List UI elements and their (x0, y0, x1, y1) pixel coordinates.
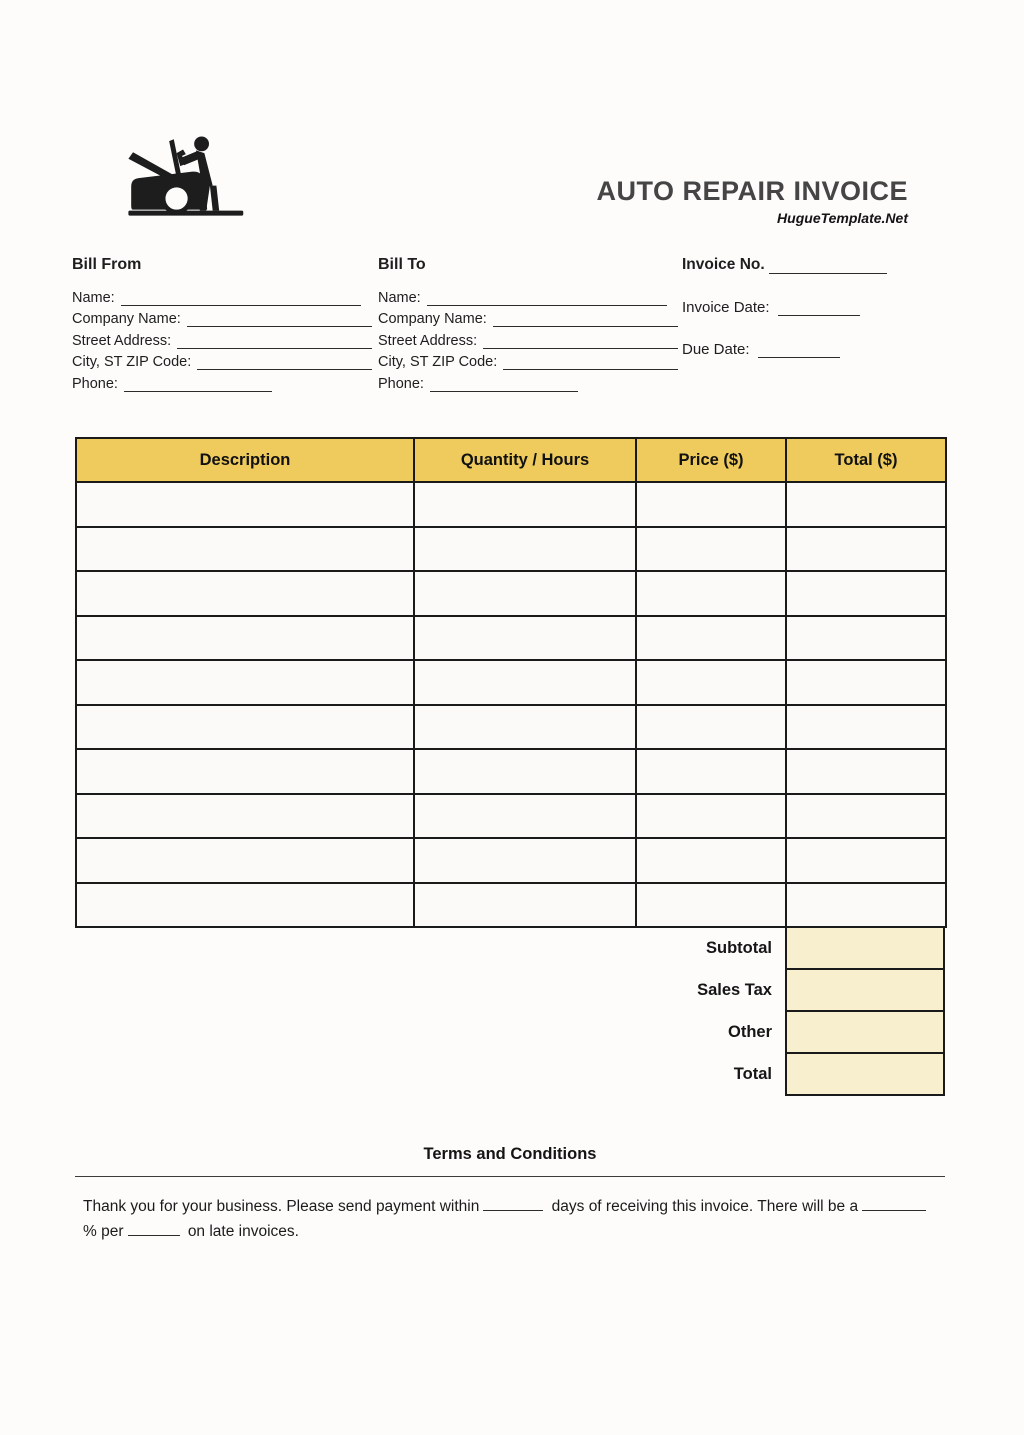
page-title: AUTO REPAIR INVOICE (596, 176, 908, 206)
table-cell[interactable] (636, 482, 786, 527)
bill-from-phone-row (72, 370, 372, 392)
terms-part: % per (83, 1223, 124, 1240)
table-row (76, 883, 946, 928)
due-date-label: Due Date: (682, 341, 750, 358)
phone-line[interactable] (124, 376, 272, 392)
days-blank-line[interactable] (483, 1198, 543, 1211)
company-name-line[interactable] (187, 311, 372, 327)
table-row (76, 616, 946, 661)
table-cell[interactable] (786, 527, 946, 572)
table-cell[interactable] (414, 571, 636, 616)
table-cell[interactable] (786, 482, 946, 527)
street-address-line[interactable] (177, 333, 372, 349)
other-label: Other (727, 1022, 772, 1041)
bill-from-street-row (72, 327, 372, 349)
table-row (76, 749, 946, 794)
table-cell[interactable] (636, 705, 786, 750)
table-cell[interactable] (414, 838, 636, 883)
field-label: Company Name: (378, 311, 487, 327)
bill-from-section (72, 256, 372, 392)
invoice-date-row (682, 299, 912, 316)
table-cell[interactable] (76, 571, 414, 616)
table-cell[interactable] (76, 838, 414, 883)
name-line[interactable] (427, 290, 667, 306)
table-cell[interactable] (76, 660, 414, 705)
field-label: City, ST ZIP Code: (378, 354, 498, 370)
invoice-number-line[interactable] (769, 260, 887, 274)
field-label: Street Address: (378, 332, 478, 349)
invoice-number-row (682, 256, 912, 274)
bill-to-phone-row (378, 370, 678, 392)
column-header-total: Total ($) (786, 438, 946, 482)
table-cell[interactable] (76, 527, 414, 572)
field-label: Company Name: (72, 311, 181, 327)
city-zip-line[interactable] (503, 354, 678, 370)
table-row (76, 527, 946, 572)
terms-part: will be a (802, 1198, 859, 1215)
street-address-line[interactable] (483, 333, 678, 349)
invoice-table-body (76, 482, 946, 927)
table-row (76, 838, 946, 883)
table-cell[interactable] (786, 838, 946, 883)
sales-tax-value-box[interactable] (785, 968, 945, 1012)
table-cell[interactable] (414, 749, 636, 794)
invoice-date-label: Invoice Date: (682, 299, 770, 316)
due-date-row (682, 341, 912, 358)
terms-section (75, 1145, 945, 1244)
subtotal-value-box[interactable] (785, 926, 945, 970)
table-cell[interactable] (76, 794, 414, 839)
bill-from-city-row (72, 349, 372, 371)
field-label: Name: (72, 289, 115, 306)
table-cell[interactable] (414, 660, 636, 705)
table-cell[interactable] (414, 527, 636, 572)
table-cell[interactable] (414, 883, 636, 928)
invoice-date-line[interactable] (778, 302, 860, 316)
table-cell[interactable] (414, 794, 636, 839)
percent-blank-line[interactable] (862, 1198, 926, 1211)
table-cell[interactable] (786, 616, 946, 661)
terms-part: on late invoices. (187, 1223, 299, 1240)
table-cell[interactable] (786, 794, 946, 839)
table-cell[interactable] (636, 527, 786, 572)
field-label: City, ST ZIP Code: (72, 354, 192, 370)
bill-to-company-row (378, 306, 678, 328)
line-items-table (75, 437, 947, 928)
column-header-quantity: Quantity / Hours (414, 438, 636, 482)
name-line[interactable] (121, 290, 361, 306)
bill-to-city-row (378, 349, 678, 371)
table-cell[interactable] (414, 705, 636, 750)
table-row (76, 571, 946, 616)
subtotal-label: Subtotal (706, 938, 772, 957)
phone-line[interactable] (430, 376, 578, 392)
table-cell[interactable] (786, 571, 946, 616)
table-cell[interactable] (76, 616, 414, 661)
table-cell[interactable] (76, 705, 414, 750)
table-row (76, 705, 946, 750)
sales-tax-row (75, 968, 945, 1012)
totals-section (75, 926, 945, 1096)
period-blank-line[interactable] (128, 1223, 180, 1236)
column-header-description: Description (76, 438, 414, 482)
field-label: Street Address: (72, 332, 172, 349)
terms-text (75, 1194, 945, 1244)
table-cell[interactable] (636, 616, 786, 661)
total-label: Total (733, 1064, 772, 1083)
table-cell[interactable] (76, 482, 414, 527)
bill-to-heading: Bill To (378, 256, 426, 273)
terms-part: Thank you for your business. Please send payment within (83, 1198, 480, 1215)
table-cell[interactable] (76, 883, 414, 928)
table-header-row (76, 438, 946, 482)
table-cell[interactable] (786, 660, 946, 705)
table-cell[interactable] (76, 749, 414, 794)
city-zip-line[interactable] (197, 354, 372, 370)
terms-divider (75, 1176, 945, 1177)
mechanic-car-logo-icon (126, 130, 254, 218)
invoice-number-label: Invoice No. (682, 256, 765, 273)
table-cell[interactable] (636, 794, 786, 839)
brand-watermark: HugueTemplate.Net (777, 210, 908, 226)
bill-from-company-row (72, 306, 372, 328)
total-value-box[interactable] (785, 1052, 945, 1096)
other-row (75, 1010, 945, 1054)
company-name-line[interactable] (493, 311, 678, 327)
bill-to-section (378, 256, 678, 392)
subtotal-row (75, 926, 945, 970)
terms-part: days of receiving this invoice. There (551, 1198, 798, 1215)
table-row (76, 794, 946, 839)
due-date-line[interactable] (758, 344, 840, 358)
field-label: Name: (378, 289, 421, 306)
invoice-meta-section (682, 256, 912, 383)
sales-tax-label: Sales Tax (697, 980, 772, 999)
field-label: Phone: (378, 375, 424, 392)
table-cell[interactable] (636, 660, 786, 705)
field-label: Phone: (72, 375, 118, 392)
bill-to-street-row (378, 327, 678, 349)
table-cell[interactable] (636, 838, 786, 883)
table-row (76, 482, 946, 527)
other-value-box[interactable] (785, 1010, 945, 1054)
header-title-block (596, 176, 908, 226)
table-cell[interactable] (786, 705, 946, 750)
table-cell[interactable] (414, 616, 636, 661)
bill-from-heading: Bill From (72, 256, 142, 273)
terms-heading: Terms and Conditions (423, 1145, 597, 1163)
table-cell[interactable] (636, 749, 786, 794)
table-cell[interactable] (414, 482, 636, 527)
column-header-price: Price ($) (636, 438, 786, 482)
table-cell[interactable] (786, 749, 946, 794)
table-cell[interactable] (636, 883, 786, 928)
bill-to-name-row (378, 284, 678, 306)
table-cell[interactable] (636, 571, 786, 616)
table-cell[interactable] (786, 883, 946, 928)
bill-from-name-row (72, 284, 372, 306)
total-row (75, 1052, 945, 1096)
table-row (76, 660, 946, 705)
